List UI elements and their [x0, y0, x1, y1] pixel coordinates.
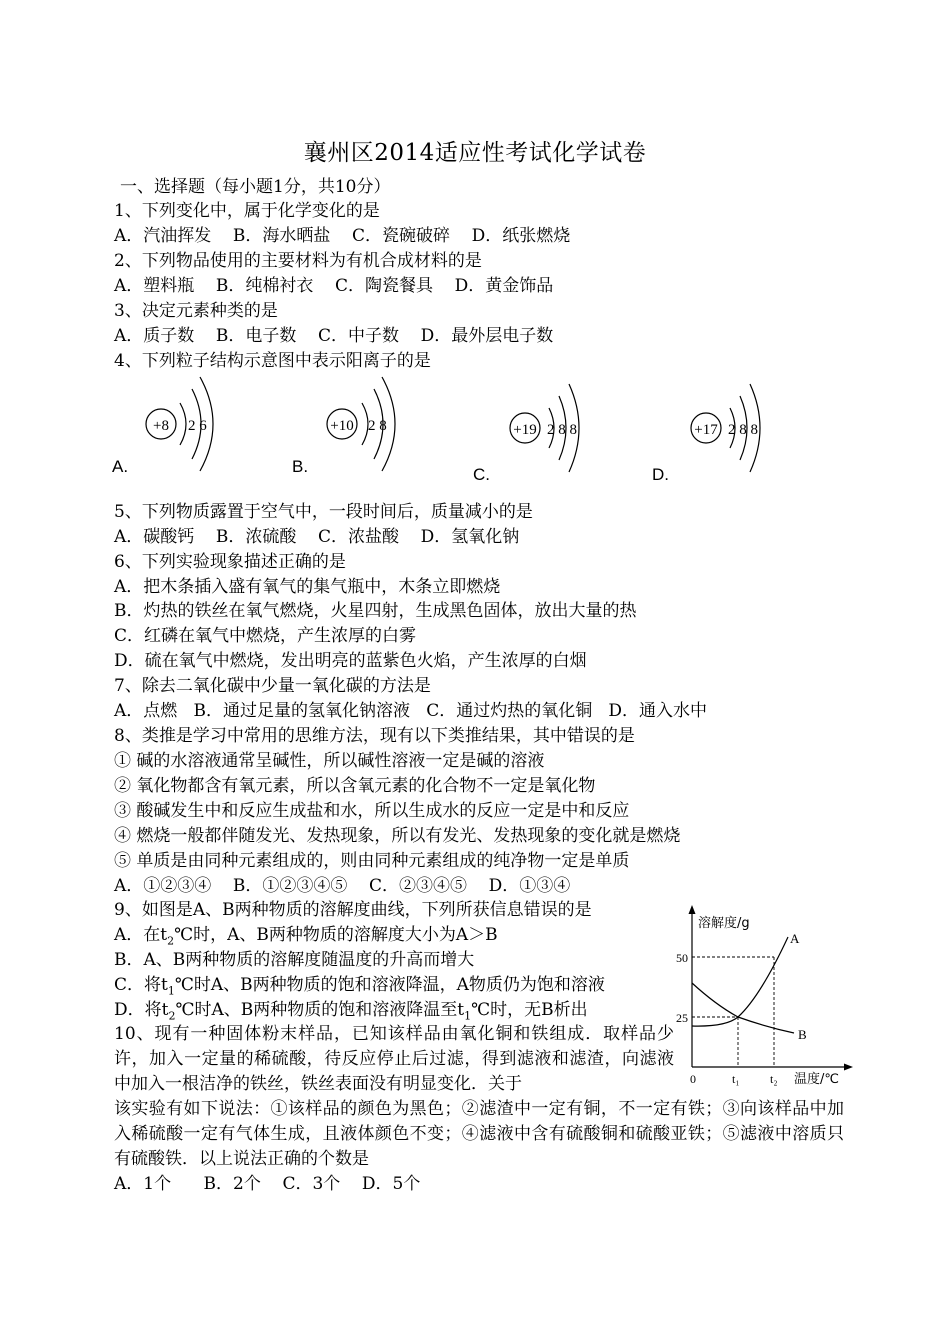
q9-stem: 9、如图是A、B两种物质的溶解度曲线，下列所获信息错误的是: [114, 900, 592, 920]
atom-c-label: C.: [473, 465, 490, 484]
y-axis-arrow: [689, 905, 696, 914]
q9-option-b: B．A、B两种物质的溶解度随温度的升高而增大: [114, 950, 475, 970]
atom-a-label: A.: [112, 457, 129, 476]
atom-diagram-c: [505, 378, 605, 478]
atom-diagram-d: [686, 378, 786, 478]
origin-label: 0: [690, 1072, 696, 1086]
atom-a-electrons: 2 6: [188, 418, 207, 434]
q9-option-c: C．将$t_1℃$时A、B两种物质的饱和溶液降温，A物质仍为饱和溶液: [114, 975, 605, 998]
atom-d-nucleus: +17: [694, 422, 718, 438]
q6-option-b: B．灼热的铁丝在氧气燃烧，火星四射，生成黑色固体，放出大量的热: [114, 601, 637, 621]
q8-statement-4: ④ 燃烧一般都伴随发光、发热现象，所以有发光、发热现象的变化就是燃烧: [114, 826, 681, 846]
q6-stem: 6、下列实验现象描述正确的是: [114, 552, 346, 572]
q10-stem-part2: 该实验有如下说法：①该样品的颜色为黑色；②滤渣中一定有铜，不一定有铁；③向该样品中加入稀硫酸一定有气体生成，且液体颜色不变；④滤液中含有硫酸铜和硫酸亚铁；⑤滤液中溶质只有硫酸铁．以上说法正确的个数是: [114, 1099, 844, 1169]
q5-options: A．碳酸钙 B．浓硫酸 C．浓盐酸 D．氢氧化钠: [114, 527, 520, 547]
q8-statement-2: ② 氧化物都含有氧元素，所以含氧元素的化合物不一定是氧化物: [114, 776, 596, 796]
atom-d-electrons: 2 8 8: [728, 422, 758, 438]
atom-d-label: D.: [652, 465, 669, 484]
q2-stem: 2、下列物品使用的主要材料为有机合成材料的是: [114, 251, 482, 271]
y-tick-label-50: 50: [676, 951, 688, 965]
q3-stem: 3、决定元素种类的是: [114, 301, 278, 321]
q8-statement-5: ⑤ 单质是由同种元素组成的，则由同种元素组成的纯净物一定是单质: [114, 851, 630, 871]
q6-option-c: C．红磷在氧气中燃烧，产生浓厚的白雾: [114, 626, 417, 646]
x-axis-arrow: [844, 1064, 853, 1071]
q1-options: A．汽油挥发 B．海水晒盐 C．瓷碗破碎 D．纸张燃烧: [114, 226, 571, 246]
atom-b-label: B.: [292, 457, 309, 476]
atom-a-nucleus: +8: [153, 418, 169, 434]
q6-option-d: D．硫在氧气中燃烧，发出明亮的蓝紫色火焰，产生浓厚的白烟: [114, 651, 587, 671]
q3-options: A．质子数 B．电子数 C．中子数 D．最外层电子数: [114, 326, 554, 346]
solubility-chart: [676, 905, 856, 1097]
page-title: 襄州区2014适应性考试化学试卷: [303, 140, 647, 166]
y-tick-label-25: 25: [676, 1011, 688, 1025]
q6-option-a: A．把木条插入盛有氧气的集气瓶中，木条立即燃烧: [114, 577, 501, 597]
q1-stem: 1、下列变化中，属于化学变化的是: [114, 201, 380, 221]
q10-options: A．1个 B．2个 C．3个 D．5个: [114, 1174, 421, 1194]
section-heading: 一、选择题（每小题1分，共10分）: [120, 177, 391, 197]
q8-statement-3: ③ 酸碱发生中和反应生成盐和水，所以生成水的反应一定是中和反应: [114, 801, 630, 821]
y-axis-label: 溶解度/g: [698, 916, 750, 931]
q9-option-a: A．在$t_2℃$时，A、B两种物质的溶解度大小为A＞B: [114, 925, 498, 948]
q8-options: A．①②③④ B．①②③④⑤ C．②③④⑤ D．①③④: [114, 876, 571, 896]
x-tick-label-t1: t₁: [732, 1072, 740, 1086]
q8-statement-1: ① 碱的水溶液通常呈碱性，所以碱性溶液一定是碱的溶液: [114, 751, 545, 771]
atom-b-nucleus: +10: [330, 418, 354, 434]
q10-stem-part1: 10、现有一种固体粉末样品，已知该样品由氧化铜和铁组成．取样品少许，加入一定量的稀硫酸，待反应停止后过滤，得到滤液和滤渣，向滤液中加入一根洁净的铁丝，铁丝表面没有明显变化．关于: [114, 1024, 674, 1094]
q5-stem: 5、下列物质露置于空气中，一段时间后，质量减小的是: [114, 502, 533, 522]
q7-options: A．点燃 B．通过足量的氢氧化钠溶液 C．通过灼热的氧化铜 D．通入水中: [114, 701, 708, 721]
atom-diagram-b: [322, 375, 422, 475]
x-axis-label: 温度/℃: [794, 1072, 839, 1087]
series-label-b: B: [798, 1027, 807, 1042]
series-label-a: A: [790, 931, 800, 946]
x-tick-label-t2: t₂: [770, 1072, 778, 1086]
q8-stem: 8、类推是学习中常用的思维方法，现有以下类推结果，其中错误的是: [114, 726, 635, 746]
q7-stem: 7、除去二氧化碳中少量一氧化碳的方法是: [114, 676, 431, 696]
q4-stem: 4、下列粒子结构示意图中表示阳离子的是: [114, 351, 431, 371]
q9-option-d: D．将$t_2℃$时A、B两种物质的饱和溶液降温至$t_1℃$时，无B析出: [114, 1000, 588, 1023]
q2-options: A．塑料瓶 B．纯棉衬衣 C．陶瓷餐具 D．黄金饰品: [114, 276, 554, 296]
atom-c-nucleus: +19: [513, 422, 537, 438]
atom-b-electrons: 2 8: [368, 418, 387, 434]
atom-c-electrons: 2 8 8: [547, 422, 577, 438]
atom-diagram-a: [140, 375, 240, 475]
